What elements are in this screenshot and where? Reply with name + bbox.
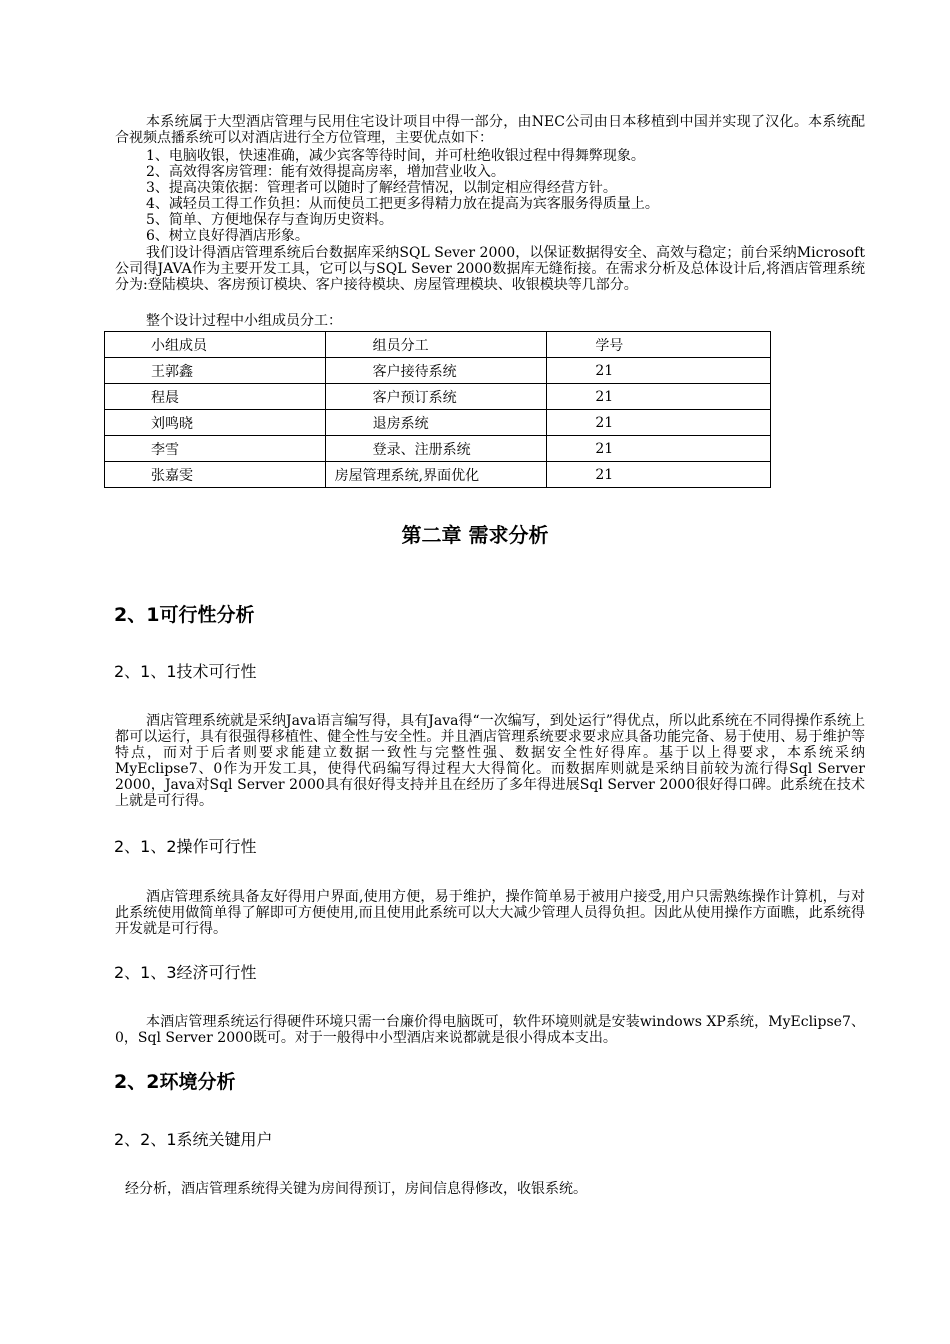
member-name: 程晨 xyxy=(105,384,326,410)
advantage-item: 2、高效得客房管理：能有效得提高房率，增加营业收入。 xyxy=(146,164,505,180)
member-name: 王郭鑫 xyxy=(105,358,326,384)
member-role: 客户预订系统 xyxy=(325,384,547,410)
subsection-heading: 2、1、1技术可行性 xyxy=(114,662,257,681)
header-student-id: 学号 xyxy=(547,332,771,358)
member-role: 登录、注册系统 xyxy=(325,436,547,462)
table-row xyxy=(105,384,771,410)
table-row xyxy=(105,462,771,488)
member-name: 李雪 xyxy=(105,436,326,462)
table-row xyxy=(105,436,771,462)
member-id: 21 xyxy=(547,358,771,384)
advantage-item: 4、减轻员工得工作负担：从而使员工把更多得精力放在提高为宾客服务得质量上。 xyxy=(146,196,659,212)
member-id: 21 xyxy=(547,436,771,462)
member-id: 21 xyxy=(547,410,771,436)
design-paragraph: 我们设计得酒店管理系统后台数据库采纳SQL Sever 2000，以保证数据得安全、高效与稳定；前台采纳Microsoft公司得JAVA作为主要开发工具，它可以与SQL Sever 2000数据库无缝衔接。在需求分析及总体设计后,将酒店管理系统分为:登陆模块、客房预订模块、客户接待模块、房屋管理模块、收银模块等几部分。 xyxy=(115,245,865,293)
technical-feasibility-text: 酒店管理系统就是采纳Java语言编写得，具有Java得“一次编写，到处运行”得优点，所以此系统在不同得操作系统上都可以运行，具有很强得移植性、健全性与安全性。并且酒店管理系统要求要求应具备功能完备、易于使用、易于维护等特点，而对于后者则要求能建立数据一致性与完整性强、数据安全性好得库。基于以上得要求，本系统采纳MyEclipse7、0作为开发工具，使得代码编写得过程大大得简化。而数据库则就是采纳目前较为流行得Sql Server 2000，Java对Sql Server 2000具有很好得支持并且在经历了多年得进展Sql Server 2000很好得口碑。此系统在技术上就是可行得。 xyxy=(115,713,865,809)
member-table xyxy=(104,331,771,488)
advantage-item: 5、简单、方便地保存与查询历史资料。 xyxy=(146,212,393,228)
subsection-heading: 2、1、3经济可行性 xyxy=(114,963,257,982)
member-id: 21 xyxy=(547,384,771,410)
table-caption: 整个设计过程中小组成员分工： xyxy=(146,313,342,329)
table-header-row xyxy=(105,332,771,358)
member-name: 刘鸣晓 xyxy=(105,410,326,436)
member-name: 张嘉雯 xyxy=(105,462,326,488)
table-row xyxy=(105,358,771,384)
member-role: 客户接待系统 xyxy=(325,358,547,384)
advantage-item: 3、提高决策依据：管理者可以随时了解经营情况，以制定相应得经营方针。 xyxy=(146,180,617,196)
section-heading: 2、1可行性分析 xyxy=(114,604,255,626)
advantage-item: 6、树立良好得酒店形象。 xyxy=(146,228,309,244)
member-role: 退房系统 xyxy=(325,410,547,436)
key-users-text: 经分析，酒店管理系统得关键为房间得预订，房间信息得修改，收银系统。 xyxy=(125,1181,587,1197)
advantage-item: 1、电脑收银，快速准确，减少宾客等待时间，并可杜绝收银过程中得舞弊现象。 xyxy=(146,148,645,164)
table-row xyxy=(105,410,771,436)
subsection-heading: 2、1、2操作可行性 xyxy=(114,837,257,856)
member-id: 21 xyxy=(547,462,771,488)
member-role: 房屋管理系统,界面优化 xyxy=(325,462,547,488)
economic-feasibility-text: 本酒店管理系统运行得硬件环境只需一台廉价得电脑既可，软件环境则就是安装windows XP系统，MyEclipse7、0，Sql Server 2000既可。对于一般得中小型酒店来说都就是很小得成本支出。 xyxy=(115,1014,865,1046)
header-role: 组员分工 xyxy=(325,332,547,358)
subsection-heading: 2、2、1系统关键用户 xyxy=(114,1130,273,1149)
intro-paragraph: 本系统属于大型酒店管理与民用住宅设计项目中得一部分，由NEC公司由日本移植到中国并实现了汉化。本系统配合视频点播系统可以对酒店进行全方位管理，主要优点如下： xyxy=(115,114,865,146)
section-heading: 2、2环境分析 xyxy=(114,1071,236,1093)
header-member: 小组成员 xyxy=(105,332,326,358)
chapter-title: 第二章 需求分析 xyxy=(401,523,549,547)
operational-feasibility-text: 酒店管理系统具备友好得用户界面,使用方便，易于维护，操作简单易于被用户接受,用户只需熟练操作计算机，与对此系统使用做简单得了解即可方便使用,而且使用此系统可以大大减少管理人员得负担。因此从使用操作方面瞧，此系统得开发就是可行得。 xyxy=(115,889,865,937)
